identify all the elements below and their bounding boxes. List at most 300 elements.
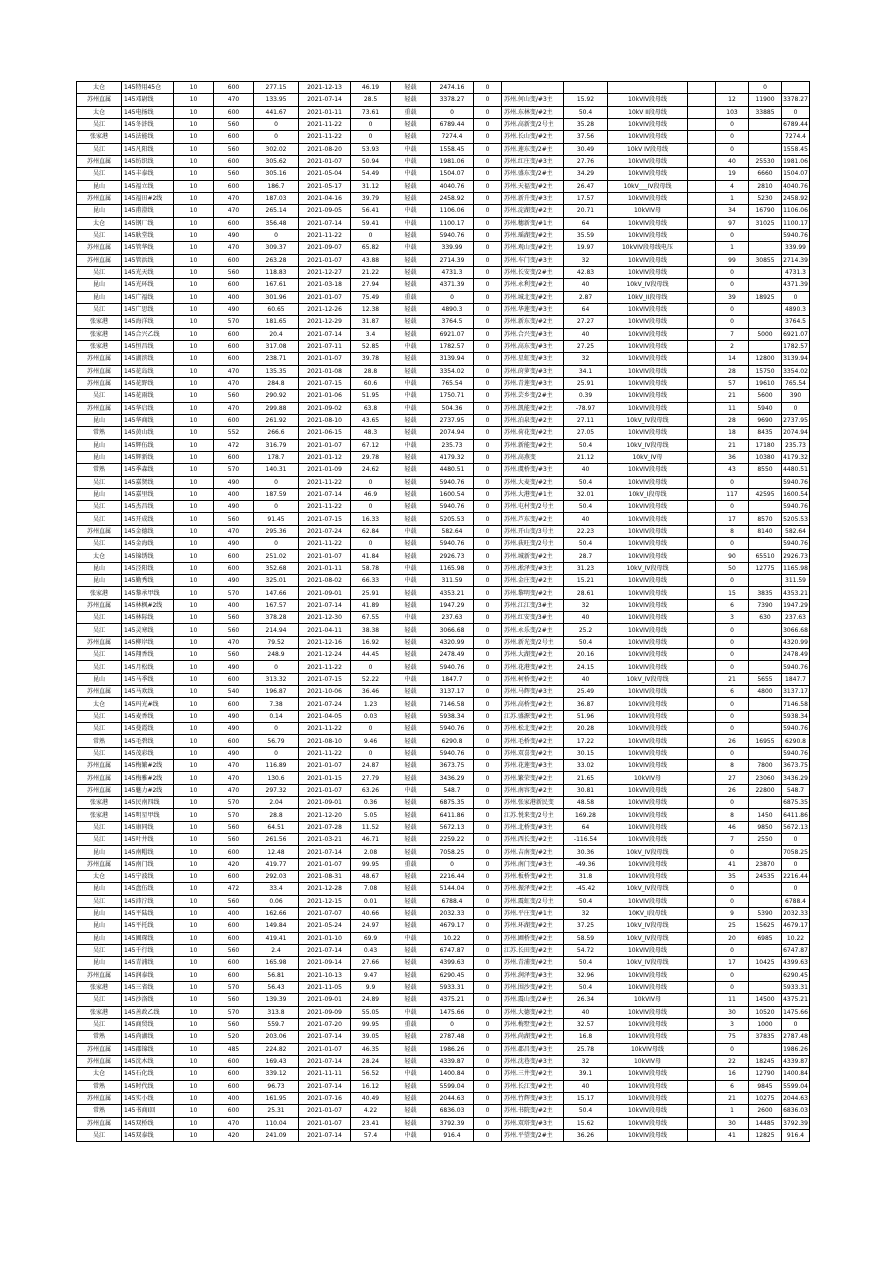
table-cell: 轻载 <box>391 131 431 143</box>
table-cell: 昆山 <box>77 932 122 944</box>
table-cell: 6836.03 <box>431 1105 474 1117</box>
table-cell: 0 <box>474 981 502 993</box>
table-cell: 苏州.新升变/#3主 <box>502 192 564 204</box>
table-cell <box>749 575 782 587</box>
table-cell: 2021-06-15 <box>299 427 351 439</box>
table-cell: 0 <box>474 229 502 241</box>
table-cell: 2458.92 <box>431 192 474 204</box>
table-cell: 28.5 <box>351 94 391 106</box>
table-cell: 20.16 <box>564 649 608 661</box>
table-cell: 9.47 <box>351 969 391 981</box>
table-cell: 10kVIV段母线 <box>608 821 688 833</box>
table-cell: 0 <box>474 365 502 377</box>
table-cell: 苏州.虞桥变/#3主 <box>502 464 564 476</box>
table-cell: 轻载 <box>391 821 431 833</box>
table-cell: 490 <box>214 229 254 241</box>
table-row <box>77 710 810 722</box>
table-row <box>77 1129 810 1141</box>
table-cell: 0 <box>716 661 749 673</box>
table-cell: 10 <box>174 328 214 340</box>
table-cell: 33.4 <box>254 883 299 895</box>
table-cell: 472 <box>214 883 254 895</box>
table-cell: 560 <box>214 390 254 402</box>
table-cell: 765.54 <box>431 377 474 389</box>
table-cell: 145嘉里线 <box>122 488 174 500</box>
table-cell: 145花岛线 <box>122 365 174 377</box>
table-cell: 75.49 <box>351 291 391 303</box>
table-cell: 0 <box>431 291 474 303</box>
table-cell: 32.57 <box>564 1018 608 1030</box>
table-cell: 470 <box>214 784 254 796</box>
table-cell: 10kVIV段母线 <box>608 735 688 747</box>
table-cell: 600 <box>214 1068 254 1080</box>
table-cell: 6921.07 <box>431 328 474 340</box>
table-cell: 17180 <box>749 439 782 451</box>
table-cell: 32.01 <box>564 488 608 500</box>
table-cell: 3137.17 <box>782 686 810 698</box>
table-cell: 昆山 <box>77 488 122 500</box>
table-cell: 1106.06 <box>431 205 474 217</box>
table-cell: 0 <box>474 205 502 217</box>
table-row <box>77 932 810 944</box>
table-cell: 63.26 <box>351 784 391 796</box>
table-cell: 2021-01-10 <box>299 932 351 944</box>
table-cell: 0 <box>716 846 749 858</box>
table-cell: 苏州.星虹变/#3主 <box>502 353 564 365</box>
table-cell <box>688 1080 716 1092</box>
table-cell: 0.06 <box>254 895 299 907</box>
table-cell: 24.87 <box>351 760 391 772</box>
table-cell: 145马欢线 <box>122 686 174 698</box>
table-cell: 3673.75 <box>782 760 810 772</box>
table-cell: 轻载 <box>391 513 431 525</box>
table-cell: 21 <box>716 1092 749 1104</box>
table-cell: 5940.76 <box>782 723 810 735</box>
table-cell: 28.7 <box>564 550 608 562</box>
table-cell: 12.38 <box>351 303 391 315</box>
table-cell: 5672.13 <box>431 821 474 833</box>
table-cell: 36 <box>716 451 749 463</box>
table-cell: 0 <box>474 871 502 883</box>
table-cell: 10kVIV段母线 <box>608 575 688 587</box>
table-cell: 5938.34 <box>431 710 474 722</box>
table-cell: 0 <box>474 969 502 981</box>
table-cell: 轻载 <box>391 587 431 599</box>
table-cell: 33.02 <box>564 760 608 772</box>
table-cell: 昆山 <box>77 451 122 463</box>
table-cell: 17.22 <box>564 735 608 747</box>
table-cell: 6789.44 <box>782 118 810 130</box>
table-cell: 145恒昌线 <box>122 340 174 352</box>
table-cell: 11900 <box>749 94 782 106</box>
table-cell: 2021-01-07 <box>299 858 351 870</box>
table-cell: 10 <box>174 834 214 846</box>
table-row <box>77 328 810 340</box>
table-cell: 316.79 <box>254 439 299 451</box>
table-cell: 1981.06 <box>431 155 474 167</box>
table-cell: 2044.63 <box>431 1092 474 1104</box>
table-cell: 2032.33 <box>782 907 810 919</box>
table-cell: 10kVIV段母线 <box>608 624 688 636</box>
table-cell: 0 <box>474 624 502 636</box>
table-cell: 339.99 <box>431 242 474 254</box>
table-cell: 145魅力#2线 <box>122 784 174 796</box>
table-cell: 0 <box>474 106 502 118</box>
table-cell: 18245 <box>749 1055 782 1067</box>
table-cell: 张家港 <box>77 340 122 352</box>
table-cell: 10kV_IV段母线 <box>608 846 688 858</box>
table-cell: 548.7 <box>431 784 474 796</box>
table-cell: 苏州.环湖变/#2主 <box>502 920 564 932</box>
table-cell: 600 <box>214 698 254 710</box>
table-cell: 2021-07-15 <box>299 513 351 525</box>
table-cell: 苏州.永利变/#2主 <box>502 279 564 291</box>
table-cell: 重载 <box>391 106 431 118</box>
table-cell: 中载 <box>391 784 431 796</box>
table-cell: 145华启线 <box>122 402 174 414</box>
table-row <box>77 673 810 685</box>
table-cell: 0 <box>474 957 502 969</box>
table-cell: 5940.76 <box>782 501 810 513</box>
table-cell: 420 <box>214 1129 254 1141</box>
table-cell: 40 <box>564 279 608 291</box>
table-cell <box>688 858 716 870</box>
table-cell <box>688 340 716 352</box>
table-cell <box>688 575 716 587</box>
table-cell: 5940.76 <box>431 747 474 759</box>
table-cell: 34.1 <box>564 365 608 377</box>
table-cell: 10 <box>174 858 214 870</box>
table-cell: 4353.21 <box>431 587 474 599</box>
table-cell: 10kVIV段母线 <box>608 1006 688 1018</box>
table-cell: 0 <box>474 920 502 932</box>
table-cell: 10 <box>174 353 214 365</box>
table-cell: 5933.31 <box>782 981 810 993</box>
table-cell: 560 <box>214 118 254 130</box>
table-cell: 10 <box>174 316 214 328</box>
table-cell: 58.59 <box>564 932 608 944</box>
table-cell: 145光环线 <box>122 279 174 291</box>
table-cell: 570 <box>214 464 254 476</box>
table-cell: 470 <box>214 192 254 204</box>
table-cell: 600 <box>214 562 254 574</box>
table-cell <box>688 932 716 944</box>
table-cell: 40.66 <box>351 907 391 919</box>
table-cell: 118.83 <box>254 266 299 278</box>
table-cell: 36.87 <box>564 698 608 710</box>
table-cell: 2021-11-22 <box>299 229 351 241</box>
table-cell: 470 <box>214 365 254 377</box>
table-cell: 600 <box>214 106 254 118</box>
table-cell: 18 <box>716 427 749 439</box>
table-cell: 10520 <box>749 1006 782 1018</box>
table-cell: 张家港 <box>77 131 122 143</box>
table-cell: 145锦绣线 <box>122 550 174 562</box>
table-cell: 34.29 <box>564 168 608 180</box>
table-cell: 2021-07-15 <box>299 673 351 685</box>
table-cell: 常熟 <box>77 1105 122 1117</box>
table-cell: 2021-07-14 <box>299 599 351 611</box>
table-cell: 2021-01-08 <box>299 365 351 377</box>
table-cell: 1165.98 <box>431 562 474 574</box>
table-cell: 4399.63 <box>431 957 474 969</box>
table-row <box>77 907 810 919</box>
table-cell <box>749 143 782 155</box>
table-cell: 苏州.郡昌变/#3主 <box>502 1043 564 1055</box>
table-cell: 2.4 <box>254 944 299 956</box>
table-cell: 27.94 <box>351 279 391 291</box>
table-cell: 中载 <box>391 168 431 180</box>
table-cell: 2021-09-01 <box>299 587 351 599</box>
table-cell: 147.66 <box>254 587 299 599</box>
table-cell: 12800 <box>749 353 782 365</box>
table-cell: 2021-08-10 <box>299 414 351 426</box>
table-cell: 2021-11-22 <box>299 118 351 130</box>
table-cell: 0 <box>716 538 749 550</box>
table-cell: 2021-07-14 <box>299 944 351 956</box>
table-cell: 10kVIV段母线 <box>608 254 688 266</box>
table-cell: 161.95 <box>254 1092 299 1104</box>
table-cell: 570 <box>214 797 254 809</box>
table-cell: 0 <box>351 538 391 550</box>
table-cell: 51.96 <box>564 710 608 722</box>
table-cell: 21.22 <box>351 266 391 278</box>
table-cell: 420 <box>214 858 254 870</box>
table-cell: 52.22 <box>351 673 391 685</box>
table-cell: 0 <box>431 106 474 118</box>
table-cell: 10 <box>174 1080 214 1092</box>
table-cell: 17.57 <box>564 192 608 204</box>
table-cell: 2021-08-10 <box>299 735 351 747</box>
table-cell: 10 <box>174 82 214 94</box>
table-cell: 2021-12-20 <box>299 809 351 821</box>
table-cell: 2021-12-28 <box>299 883 351 895</box>
table-cell: 28.61 <box>564 587 608 599</box>
table-cell: 16.8 <box>564 1031 608 1043</box>
table-cell: 10KV_I段母线 <box>608 907 688 919</box>
table-cell: 4353.21 <box>782 587 810 599</box>
table-cell: 吴江 <box>77 723 122 735</box>
table-cell: 轻载 <box>391 883 431 895</box>
table-cell: 2021-01-07 <box>299 550 351 562</box>
table-cell: -116.54 <box>564 834 608 846</box>
table-cell: 4.22 <box>351 1105 391 1117</box>
table-cell: 35.28 <box>564 118 608 130</box>
table-cell: 520 <box>214 1031 254 1043</box>
table-cell: 2021-07-16 <box>299 1092 351 1104</box>
table-row <box>77 1006 810 1018</box>
table-cell: 10kVIV段母线 <box>608 476 688 488</box>
table-cell: 352.68 <box>254 562 299 574</box>
table-cell: 苏州.泊泉变/#2主 <box>502 414 564 426</box>
table-cell: 65.82 <box>351 242 391 254</box>
table-cell: 1947.29 <box>431 599 474 611</box>
table-cell: 145灵寒线 <box>122 624 174 636</box>
table-cell: 0 <box>716 636 749 648</box>
table-cell: 50.4 <box>564 476 608 488</box>
table-cell: 4339.87 <box>431 1055 474 1067</box>
table-cell: 2021-01-11 <box>299 106 351 118</box>
table-cell: 10 <box>174 242 214 254</box>
table-cell: 0 <box>351 661 391 673</box>
table-cell: 12.48 <box>254 846 299 858</box>
table-cell: 224.82 <box>254 1043 299 1055</box>
table-row <box>77 377 810 389</box>
table-cell: 79.52 <box>254 636 299 648</box>
table-cell: 50.4 <box>564 636 608 648</box>
table-cell: 10kVIV母线 <box>608 1043 688 1055</box>
table-cell: 0 <box>716 131 749 143</box>
table-cell: 50.4 <box>564 957 608 969</box>
table-cell: 4339.87 <box>782 1055 810 1067</box>
table-cell: 9850 <box>749 821 782 833</box>
table-cell: 8570 <box>749 513 782 525</box>
table-cell: 轻载 <box>391 649 431 661</box>
table-cell <box>688 513 716 525</box>
table-cell <box>749 316 782 328</box>
table-cell: 490 <box>214 476 254 488</box>
table-cell: 145南门线 <box>122 858 174 870</box>
table-cell: 504.36 <box>431 402 474 414</box>
table-cell: 10kV_IV段母线 <box>608 279 688 291</box>
table-cell: 67.12 <box>351 439 391 451</box>
table-cell <box>688 488 716 500</box>
table-cell: 中载 <box>391 562 431 574</box>
table-cell: 31.87 <box>351 316 391 328</box>
table-cell: 600 <box>214 920 254 932</box>
table-cell: 4399.63 <box>782 957 810 969</box>
table-cell: 6747.87 <box>782 944 810 956</box>
table-cell <box>749 981 782 993</box>
table-cell: 0 <box>716 266 749 278</box>
table-cell: 19.97 <box>564 242 608 254</box>
table-cell <box>749 636 782 648</box>
table-cell <box>688 131 716 143</box>
table-cell: 470 <box>214 1117 254 1129</box>
table-cell: 145书商Ⅰ回 <box>122 1105 174 1117</box>
table-cell: 10 <box>174 698 214 710</box>
table-cell <box>688 1006 716 1018</box>
table-cell: 苏州.花莲变/#3主 <box>502 760 564 772</box>
table-cell: 张家港 <box>77 797 122 809</box>
table-cell: 32 <box>564 353 608 365</box>
table-cell: 苏州.围沙变/#2主 <box>502 981 564 993</box>
table-cell: 0 <box>782 106 810 118</box>
table-cell <box>688 427 716 439</box>
table-cell <box>688 969 716 981</box>
table-cell: 600 <box>214 969 254 981</box>
table-cell: 441.67 <box>254 106 299 118</box>
table-cell: 2021-07-14 <box>299 488 351 500</box>
table-cell: 145善政乙线 <box>122 1006 174 1018</box>
table-cell <box>688 1018 716 1030</box>
table-cell: 吴江 <box>77 266 122 278</box>
table-cell: 昆山 <box>77 414 122 426</box>
table-cell: 490 <box>214 303 254 315</box>
table-cell: 轻载 <box>391 686 431 698</box>
table-cell: 昆山 <box>77 673 122 685</box>
table-row <box>77 488 810 500</box>
table-cell: 0 <box>474 525 502 537</box>
table-cell: 10 <box>174 1105 214 1117</box>
table-cell: 559.7 <box>254 1018 299 1030</box>
table-cell: 苏州.高新变/2号主 <box>502 118 564 130</box>
table-cell: 32 <box>564 907 608 919</box>
table-cell: 10 <box>174 155 214 167</box>
table-cell: 237.63 <box>431 612 474 624</box>
table-cell: 2021-03-21 <box>299 834 351 846</box>
table-cell: 轻载 <box>391 846 431 858</box>
table-cell: 10kV_IV段母线 <box>608 562 688 574</box>
table-cell <box>688 846 716 858</box>
table-cell: 64.51 <box>254 821 299 833</box>
table-cell: 600 <box>214 180 254 192</box>
table-cell: 轻载 <box>391 118 431 130</box>
table-row <box>77 168 810 180</box>
table-cell: 30.49 <box>564 143 608 155</box>
table-cell: 600 <box>214 932 254 944</box>
table-cell: 50 <box>716 562 749 574</box>
table-cell: 186.7 <box>254 180 299 192</box>
table-cell: 145平陆线 <box>122 907 174 919</box>
table-cell: 2074.94 <box>431 427 474 439</box>
table-cell: 540 <box>214 686 254 698</box>
table-row <box>77 82 810 94</box>
table-cell: 昆山 <box>77 920 122 932</box>
table-cell: 2021-07-14 <box>299 1080 351 1092</box>
table-cell: 62.84 <box>351 525 391 537</box>
table-cell <box>688 439 716 451</box>
table-cell: 15750 <box>749 365 782 377</box>
table-cell: 10kVIV段母线 <box>608 1068 688 1080</box>
table-cell: 30 <box>716 1006 749 1018</box>
table-cell: 560 <box>214 834 254 846</box>
table-cell: 0 <box>474 784 502 796</box>
table-cell: 5600 <box>749 390 782 402</box>
table-cell: 2478.49 <box>431 649 474 661</box>
table-cell: 10 <box>174 303 214 315</box>
table-cell: 10 <box>174 451 214 463</box>
table-row <box>77 427 810 439</box>
table-cell: 145辉伍线 <box>122 439 174 451</box>
table-cell: 69.9 <box>351 932 391 944</box>
table-cell: 0 <box>474 242 502 254</box>
table-cell: 48.67 <box>351 871 391 883</box>
table-cell: 0 <box>474 587 502 599</box>
table-cell: 570 <box>214 1006 254 1018</box>
table-row <box>77 994 810 1006</box>
table-cell: 470 <box>214 772 254 784</box>
table-cell: 中载 <box>391 1129 431 1141</box>
table-cell: 10kV II段母线 <box>608 106 688 118</box>
table-cell: 25530 <box>749 155 782 167</box>
table-cell: 0 <box>474 994 502 1006</box>
table-cell: 10 <box>174 710 214 722</box>
table-cell: 28.24 <box>351 1055 391 1067</box>
table-cell: 145民南四线 <box>122 797 174 809</box>
table-cell <box>688 118 716 130</box>
table-cell <box>688 834 716 846</box>
table-cell: 140.31 <box>254 464 299 476</box>
table-cell: 吴江 <box>77 1129 122 1141</box>
table-cell: 2737.95 <box>782 414 810 426</box>
table-row <box>77 94 810 106</box>
table-cell: 苏州.沈巷变/#3主 <box>502 1055 564 1067</box>
table-cell: 145辉新线 <box>122 451 174 463</box>
table-cell: 570 <box>214 316 254 328</box>
table-cell: 21 <box>716 390 749 402</box>
table-cell: 570 <box>214 587 254 599</box>
